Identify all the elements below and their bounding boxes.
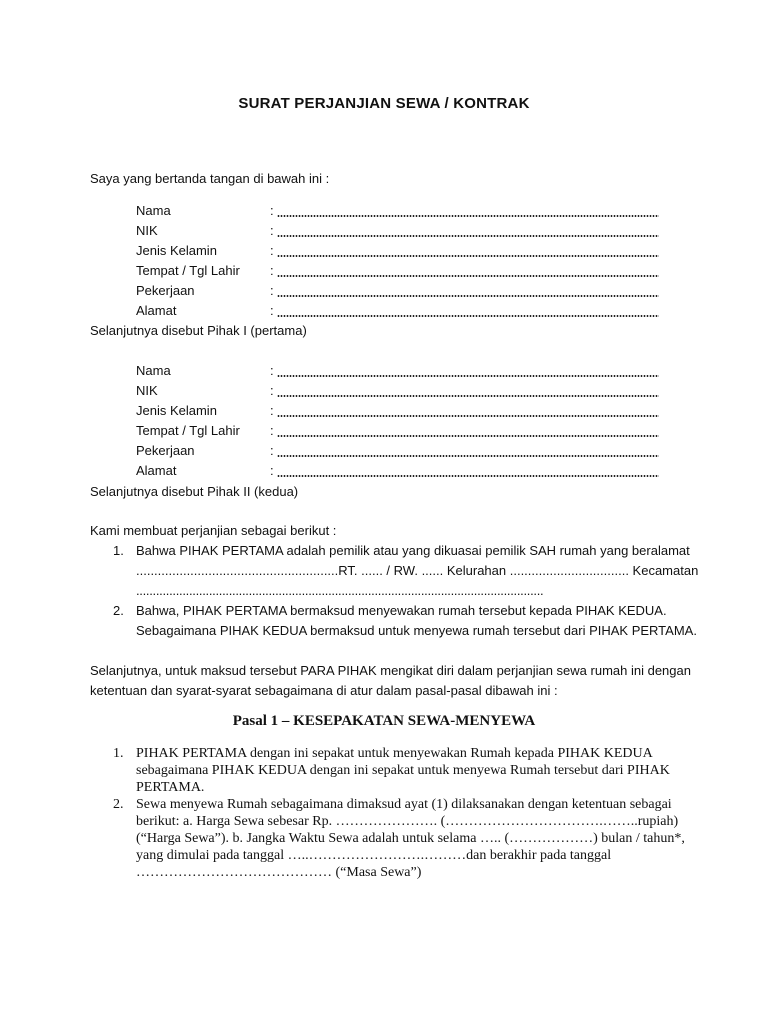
pasal1-item1-line: PERTAMA. <box>136 780 205 795</box>
field-row-nama <box>0 363 768 381</box>
field-separator: : <box>270 283 274 298</box>
pasal1-item1-line: sebagaimana PIHAK KEDUA dengan ini sepakat untuk menyewa Rumah tersebut dari PIHAK <box>136 763 670 778</box>
field-blank <box>277 295 659 297</box>
party2-note: Selanjutnya disebut Pihak II (kedua) <box>90 484 299 499</box>
field-separator: : <box>270 463 274 478</box>
pasal1-item2-line: yang dimulai pada tanggal …..…………………….………dan berakhir pada tanggal <box>136 848 612 863</box>
pasal1-heading: Pasal 1 – KESEPAKATAN SEWA-MENYEWA <box>232 713 536 729</box>
field-label: Jenis Kelamin <box>136 403 217 418</box>
field-blank <box>277 415 659 417</box>
item1-line3: ........................................................................................................................... <box>136 583 544 598</box>
field-label: Alamat <box>136 303 177 318</box>
field-label: Tempat / Tgl Lahir <box>136 423 240 438</box>
field-label: Nama <box>136 203 171 218</box>
field-label: Pekerjaan <box>136 283 195 298</box>
field-row-pekerjaan <box>0 283 768 301</box>
field-blank <box>277 215 659 217</box>
intro-text: Saya yang bertanda tangan di bawah ini : <box>90 171 330 186</box>
field-blank <box>277 395 659 397</box>
field-label: Nama <box>136 363 171 378</box>
item1-number: 1. <box>113 543 124 558</box>
field-row-pekerjaan <box>0 443 768 461</box>
item1-line1: Bahwa PIHAK PERTAMA adalah pemilik atau yang dikuasai pemilik SAH rumah yang beralamat <box>136 543 690 558</box>
field-separator: : <box>270 263 274 278</box>
field-separator: : <box>270 423 274 438</box>
item2-line1: Bahwa, PIHAK PERTAMA bermaksud menyewakan rumah tersebut kepada PIHAK KEDUA. <box>136 603 667 618</box>
field-row-nama <box>0 203 768 221</box>
pasal1-item2-line: (“Harga Sewa”). b. Jangka Waktu Sewa adalah untuk selama ….. (………………) bulan / tahun*, <box>136 831 685 846</box>
field-row-alamat <box>0 303 768 321</box>
field-label: Jenis Kelamin <box>136 243 217 258</box>
field-blank <box>277 315 659 317</box>
field-separator: : <box>270 223 274 238</box>
field-row-jenis-kelamin <box>0 403 768 421</box>
field-blank <box>277 435 659 437</box>
party1-note: Selanjutnya disebut Pihak I (pertama) <box>90 323 307 338</box>
field-separator: : <box>270 203 274 218</box>
field-row-alamat <box>0 463 768 481</box>
paragraph-line2: ketentuan dan syarat-syarat sebagaimana di atur dalam pasal-pasal dibawah ini : <box>90 683 558 698</box>
field-label: Pekerjaan <box>136 443 195 458</box>
pasal1-item2-line: berikut: a. Harga Sewa sebesar Rp. …………………. (…………………………….……..rupiah) <box>136 814 679 829</box>
pasal1-item1-line: PIHAK PERTAMA dengan ini sepakat untuk menyewakan Rumah kepada PIHAK KEDUA <box>136 746 653 761</box>
paragraph-line1: Selanjutnya, untuk maksud tersebut PARA PIHAK mengikat diri dalam perjanjian sewa rumah ini dengan <box>90 663 691 678</box>
item2-line2: Sebagaimana PIHAK KEDUA bermaksud untuk menyewa rumah tersebut dari PIHAK PERTAMA. <box>136 623 697 638</box>
pasal1-item2-line: …………………………………… (“Masa Sewa”) <box>136 865 422 880</box>
field-separator: : <box>270 243 274 258</box>
field-blank <box>277 275 659 277</box>
field-row-nik <box>0 383 768 401</box>
field-label: NIK <box>136 383 158 398</box>
field-row-nik <box>0 223 768 241</box>
field-blank <box>277 235 659 237</box>
field-separator: : <box>270 383 274 398</box>
field-separator: : <box>270 443 274 458</box>
field-label: Alamat <box>136 463 177 478</box>
pasal1-item2-number: 2. <box>113 797 124 812</box>
pasal1-item1-number: 1. <box>113 746 124 761</box>
document-title: SURAT PERJANJIAN SEWA / KONTRAK <box>238 95 530 112</box>
pasal1-item2-line: Sewa menyewa Rumah sebagaimana dimaksud ayat (1) dilaksanakan dengan ketentuan sebagai <box>136 797 672 812</box>
field-row-tempat-tgl-lahir <box>0 423 768 441</box>
field-row-tempat-tgl-lahir <box>0 263 768 281</box>
field-separator: : <box>270 303 274 318</box>
item1-line2: ........................................................RT. ...... / RW. ...... Kelurahan ................................. Kecamatan <box>136 563 699 578</box>
field-separator: : <box>270 363 274 378</box>
agreement-intro: Kami membuat perjanjian sebagai berikut : <box>90 523 337 538</box>
field-blank <box>277 375 659 377</box>
item2-number: 2. <box>113 603 124 618</box>
field-label: NIK <box>136 223 158 238</box>
field-blank <box>277 255 659 257</box>
field-separator: : <box>270 403 274 418</box>
field-blank <box>277 455 659 457</box>
field-label: Tempat / Tgl Lahir <box>136 263 240 278</box>
field-row-jenis-kelamin <box>0 243 768 261</box>
field-blank <box>277 475 659 477</box>
